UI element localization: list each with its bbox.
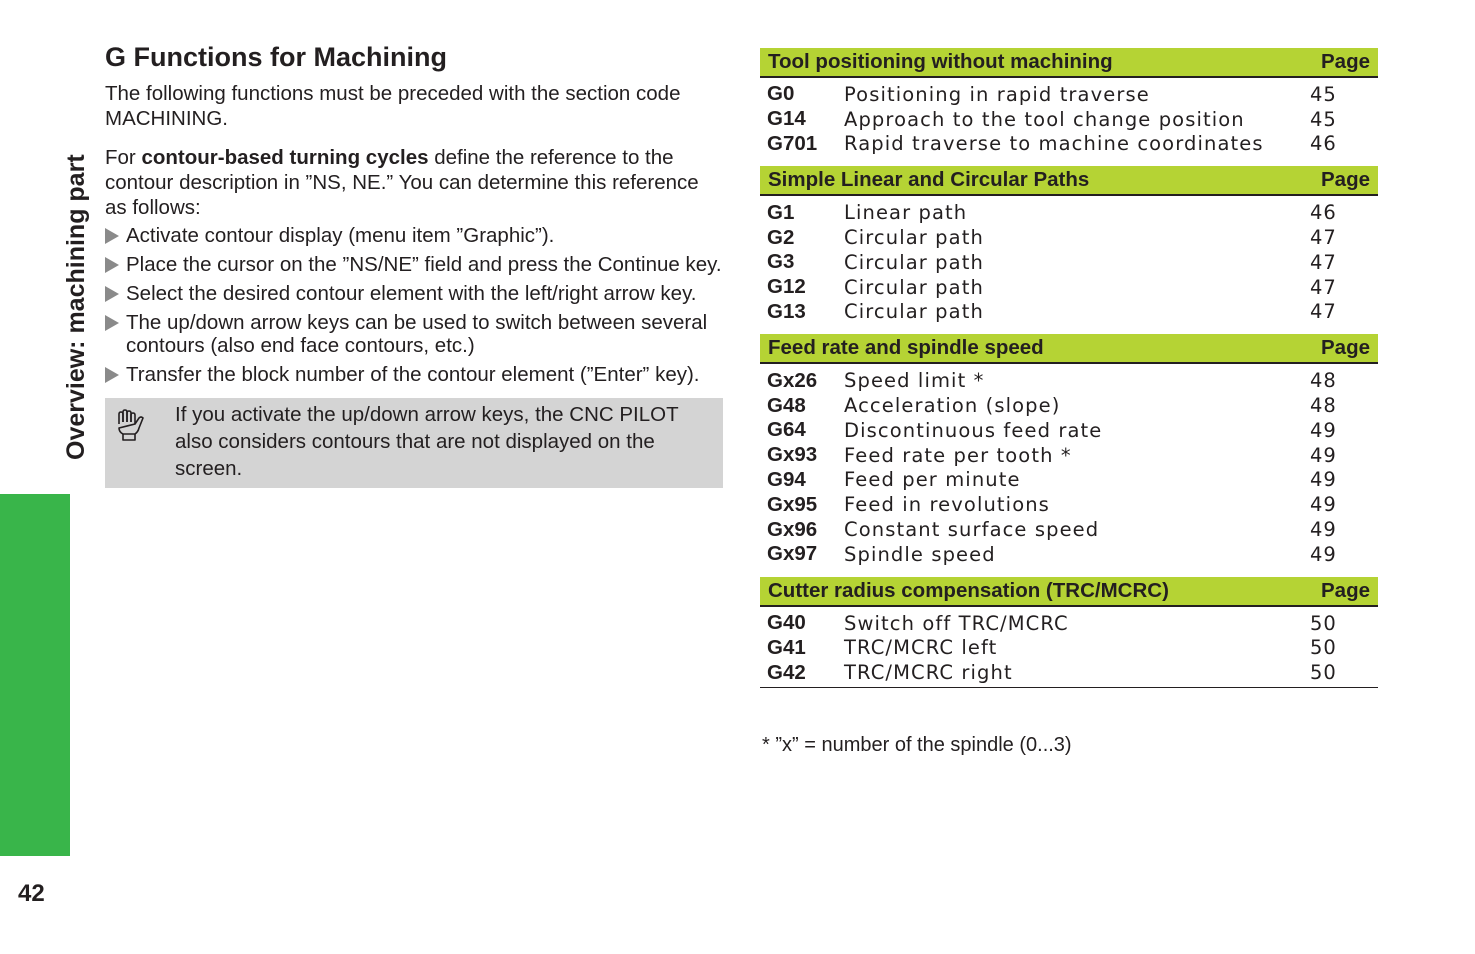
g-function-tables <box>760 48 1378 698</box>
g-code: Gx96 <box>767 517 818 541</box>
list-item <box>105 224 725 247</box>
page-ref: 45 <box>1310 82 1337 106</box>
page-ref: 49 <box>1310 493 1337 517</box>
intro-paragraph: The following functions must be preceded with the section code MACHINING. <box>105 82 681 130</box>
table-row <box>760 275 1378 300</box>
page-ref: 47 <box>1310 250 1337 274</box>
g-code: G12 <box>767 275 806 299</box>
table-row <box>760 492 1378 517</box>
table-row <box>760 636 1378 661</box>
g-description: Circular path <box>844 275 984 299</box>
g-code: G13 <box>767 299 806 323</box>
step-text: Activate contour display (menu item ”Graphic”). <box>126 224 555 247</box>
arrow-bullet-icon <box>105 228 119 244</box>
left-column <box>105 42 725 488</box>
section-header <box>760 166 1378 196</box>
page-ref: 50 <box>1310 636 1337 660</box>
table-row <box>760 517 1378 542</box>
page-ref: 47 <box>1310 275 1337 299</box>
g-code: G0 <box>767 82 795 106</box>
contour-paragraph <box>105 145 725 220</box>
g-description: Positioning in rapid traverse <box>844 82 1150 106</box>
g-description: Feed rate per tooth * <box>844 443 1072 467</box>
footnote: * ”x” = number of the spindle (0...3) <box>762 734 1072 756</box>
section-header <box>760 334 1378 364</box>
page-ref: 49 <box>1310 443 1337 467</box>
g-code: Gx95 <box>767 492 818 516</box>
side-tab <box>0 494 70 856</box>
chapter-label: Overview: machining part <box>62 154 90 460</box>
page-ref: 50 <box>1310 661 1337 685</box>
para2-prefix: For <box>105 146 142 169</box>
section-tool-positioning <box>760 48 1378 156</box>
para2-bold: contour-based turning cycles <box>141 146 429 169</box>
section-title: Simple Linear and Circular Paths <box>768 168 1090 192</box>
arrow-bullet-icon <box>105 315 119 331</box>
g-code: G1 <box>767 200 795 224</box>
arrow-bullet-icon <box>105 286 119 302</box>
g-code: G3 <box>767 250 795 274</box>
page-column-label: Page <box>1321 336 1370 360</box>
note-box <box>105 398 723 488</box>
section-header <box>760 48 1378 78</box>
page-ref: 46 <box>1310 132 1337 156</box>
table-row <box>760 368 1378 393</box>
section-radius-compensation <box>760 577 1378 688</box>
arrow-bullet-icon <box>105 257 119 273</box>
table-row <box>760 393 1378 418</box>
step-text: Place the cursor on the ”NS/NE” field and press the Continue key. <box>126 253 722 276</box>
g-description: Feed per minute <box>844 468 1021 492</box>
g-description: TRC/MCRC left <box>844 636 998 660</box>
step-text: The up/down arrow keys can be used to switch between several contours (also end face contours, etc.) <box>126 311 708 357</box>
list-item <box>105 282 725 305</box>
page-ref: 45 <box>1310 107 1337 131</box>
g-code: G41 <box>767 635 806 659</box>
list-item <box>105 253 725 276</box>
step-list <box>105 224 725 386</box>
page-ref: 46 <box>1310 201 1337 225</box>
g-code: G94 <box>767 467 806 491</box>
table-row <box>760 660 1378 685</box>
g-description: Acceleration (slope) <box>844 394 1061 418</box>
table-row <box>760 300 1378 325</box>
table-row <box>760 468 1378 493</box>
page-ref: 49 <box>1310 468 1337 492</box>
section-title: Cutter radius compensation (TRC/MCRC) <box>768 578 1169 602</box>
table-row <box>760 82 1378 107</box>
g-code: G40 <box>767 611 806 635</box>
table-row <box>760 225 1378 250</box>
page-ref: 49 <box>1310 518 1337 542</box>
g-code: G701 <box>767 131 818 155</box>
page-ref: 50 <box>1310 611 1337 635</box>
pointing-hand-icon <box>113 404 149 444</box>
table-row <box>760 250 1378 275</box>
g-code: Gx97 <box>767 542 818 566</box>
table-row <box>760 200 1378 225</box>
section-header <box>760 577 1378 607</box>
g-description: Switch off TRC/MCRC <box>844 611 1069 635</box>
step-text: Transfer the block number of the contour element (”Enter” key). <box>126 363 700 386</box>
section-title: Tool positioning without machining <box>768 50 1113 73</box>
g-description: Speed limit * <box>844 369 985 393</box>
list-item <box>105 311 725 357</box>
list-item <box>105 363 725 386</box>
page-number: 42 <box>18 880 45 907</box>
table-row <box>760 611 1378 636</box>
g-code: G64 <box>767 418 806 442</box>
page-ref: 48 <box>1310 394 1337 418</box>
table-row <box>760 418 1378 443</box>
g-description: Rapid traverse to machine coordinates <box>844 132 1264 156</box>
page-column-label: Page <box>1321 50 1370 73</box>
g-description: Circular path <box>844 226 984 250</box>
g-description: Feed in revolutions <box>844 493 1050 517</box>
g-description: Linear path <box>844 201 968 225</box>
arrow-bullet-icon <box>105 367 119 383</box>
g-code: G14 <box>767 107 806 131</box>
g-description: Circular path <box>844 300 984 324</box>
g-description: Discontinuous feed rate <box>844 418 1103 442</box>
page-column-label: Page <box>1321 578 1370 602</box>
page-column-label: Page <box>1321 168 1370 192</box>
g-code: Gx26 <box>767 368 818 392</box>
section-title: Feed rate and spindle speed <box>768 336 1044 360</box>
g-description: Approach to the tool change position <box>844 107 1245 131</box>
g-description: Constant surface speed <box>844 518 1100 542</box>
page-ref: 47 <box>1310 300 1337 324</box>
page-ref: 47 <box>1310 226 1337 250</box>
section-linear-circular <box>760 166 1378 324</box>
note-text: If you activate the up/down arrow keys, the CNC PILOT also considers contours that are not displayed on the screen. <box>175 403 679 480</box>
para2-suffix: define the reference to the contour description in ”NS, NE.” You can determine this reference as follows: <box>105 146 699 219</box>
table-row <box>760 107 1378 132</box>
g-description: TRC/MCRC right <box>844 661 1013 685</box>
g-code: G48 <box>767 393 806 417</box>
table-row <box>760 132 1378 157</box>
table-row <box>760 542 1378 567</box>
g-description: Circular path <box>844 250 984 274</box>
g-description: Spindle speed <box>844 542 996 566</box>
page-ref: 48 <box>1310 369 1337 393</box>
g-code: Gx93 <box>767 443 818 467</box>
page-ref: 49 <box>1310 418 1337 442</box>
table-row <box>760 443 1378 468</box>
page-ref: 49 <box>1310 542 1337 566</box>
section-title: G Functions for Machining <box>105 42 447 72</box>
g-code: G2 <box>767 225 795 249</box>
g-code: G42 <box>767 660 806 684</box>
step-text: Select the desired contour element with the left/right arrow key. <box>126 282 697 305</box>
section-feed-spindle <box>760 334 1378 566</box>
